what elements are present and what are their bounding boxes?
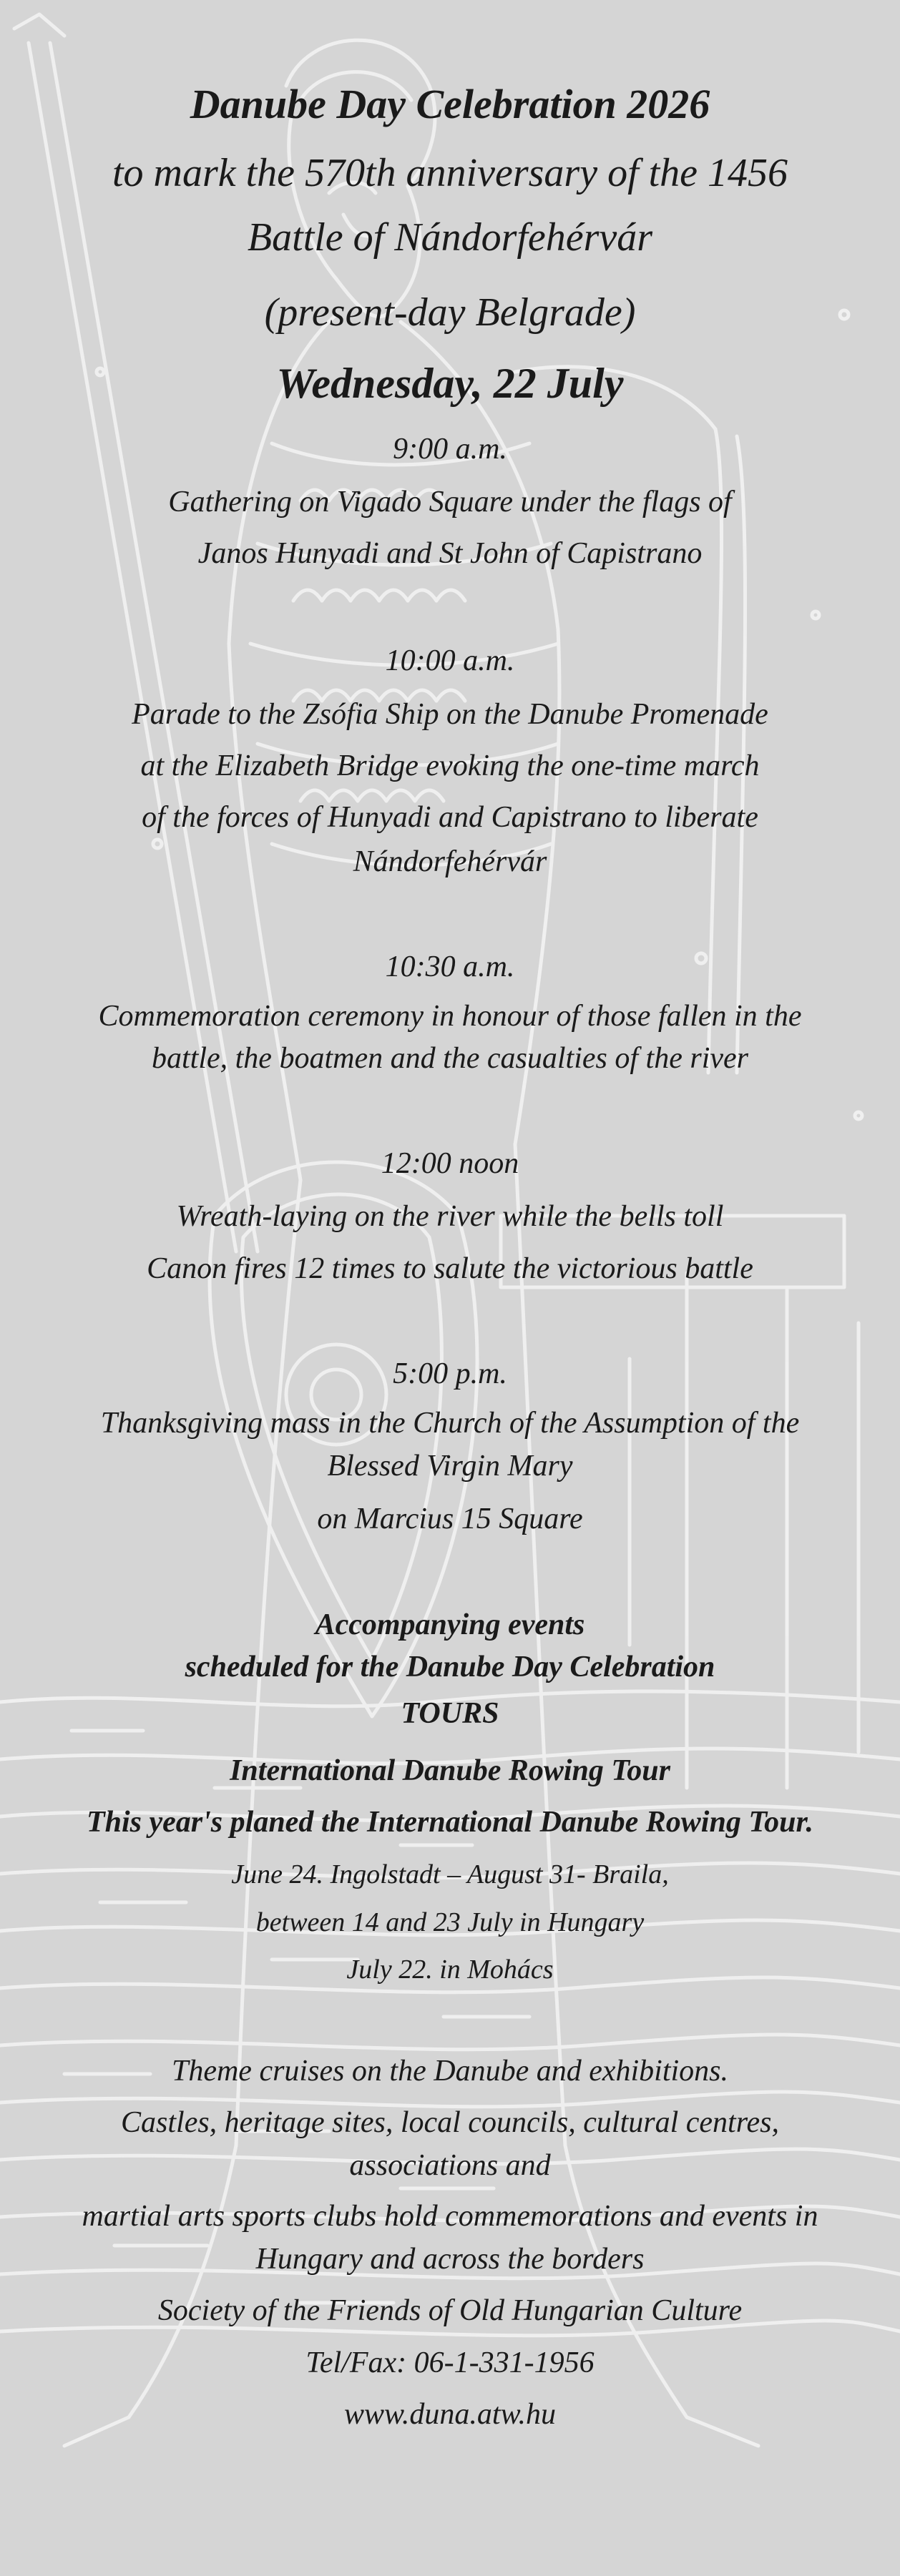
schedule-time: 10:30 a.m. bbox=[385, 950, 515, 983]
footer-line: martial arts sports clubs hold commemorations and events in bbox=[82, 2200, 818, 2233]
rowing-tour-mohacs: July 22. in Mohács bbox=[346, 1955, 554, 1985]
rowing-tour-title: International Danube Rowing Tour bbox=[230, 1754, 670, 1787]
subtitle-belgrade: (present-day Belgrade) bbox=[264, 290, 636, 335]
schedule-line: Canon fires 12 times to salute the victorious battle bbox=[147, 1252, 753, 1285]
schedule-line: Parade to the Zsófia Ship on the Danube Promenade bbox=[132, 698, 768, 731]
accompanying-heading: Accompanying events bbox=[315, 1608, 585, 1641]
schedule-line: Blessed Virgin Mary bbox=[327, 1450, 573, 1483]
rowing-tour-planned: This year's planed the International Danube Rowing Tour. bbox=[86, 1806, 814, 1839]
schedule-time: 10:00 a.m. bbox=[385, 644, 515, 677]
footer-line: associations and bbox=[349, 2149, 551, 2182]
subtitle-battle: Battle of Nándorfehérvár bbox=[247, 215, 653, 260]
schedule-line: Commemoration ceremony in honour of those fallen in the bbox=[98, 1000, 802, 1033]
schedule-line: Thanksgiving mass in the Church of the Assumption of the bbox=[100, 1407, 800, 1440]
schedule-line: Gathering on Vigado Square under the flags of bbox=[168, 486, 732, 518]
schedule-line: Wreath-laying on the river while the bells toll bbox=[176, 1200, 724, 1233]
schedule-time: 9:00 a.m. bbox=[393, 433, 507, 466]
schedule-time: 12:00 noon bbox=[381, 1147, 519, 1180]
subtitle-anniversary: to mark the 570th anniversary of the 1456 bbox=[112, 151, 788, 195]
schedule-line: of the forces of Hunyadi and Capistrano to liberate bbox=[142, 801, 758, 834]
event-date: Wednesday, 22 July bbox=[276, 360, 624, 407]
contact-phone: Tel/Fax: 06-1-331-1956 bbox=[305, 2346, 595, 2379]
footer-line: Castles, heritage sites, local councils, cultural centres, bbox=[121, 2106, 779, 2139]
tours-heading: TOURS bbox=[401, 1697, 499, 1730]
accompanying-subheading: scheduled for the Danube Day Celebration bbox=[185, 1651, 715, 1683]
schedule-line: Janos Hunyadi and St John of Capistrano bbox=[197, 537, 703, 570]
rowing-tour-hungary: between 14 and 23 July in Hungary bbox=[255, 1907, 645, 1937]
footer-line: Theme cruises on the Danube and exhibitions. bbox=[171, 2055, 729, 2088]
organizer-name: Society of the Friends of Old Hungarian Culture bbox=[157, 2294, 743, 2327]
schedule-time: 5:00 p.m. bbox=[393, 1357, 507, 1390]
page-title: Danube Day Celebration 2026 bbox=[190, 81, 710, 127]
schedule-line: battle, the boatmen and the casualties of the river bbox=[151, 1042, 748, 1075]
schedule-line: on Marcius 15 Square bbox=[317, 1503, 583, 1535]
rowing-tour-route: June 24. Ingolstadt – August 31- Braila, bbox=[231, 1859, 669, 1889]
footer-line: Hungary and across the borders bbox=[255, 2243, 645, 2276]
schedule-line: Nándorfehérvár bbox=[353, 845, 547, 878]
schedule-line: at the Elizabeth Bridge evoking the one-time march bbox=[140, 749, 760, 782]
website-link[interactable]: www.duna.atw.hu bbox=[344, 2398, 556, 2431]
